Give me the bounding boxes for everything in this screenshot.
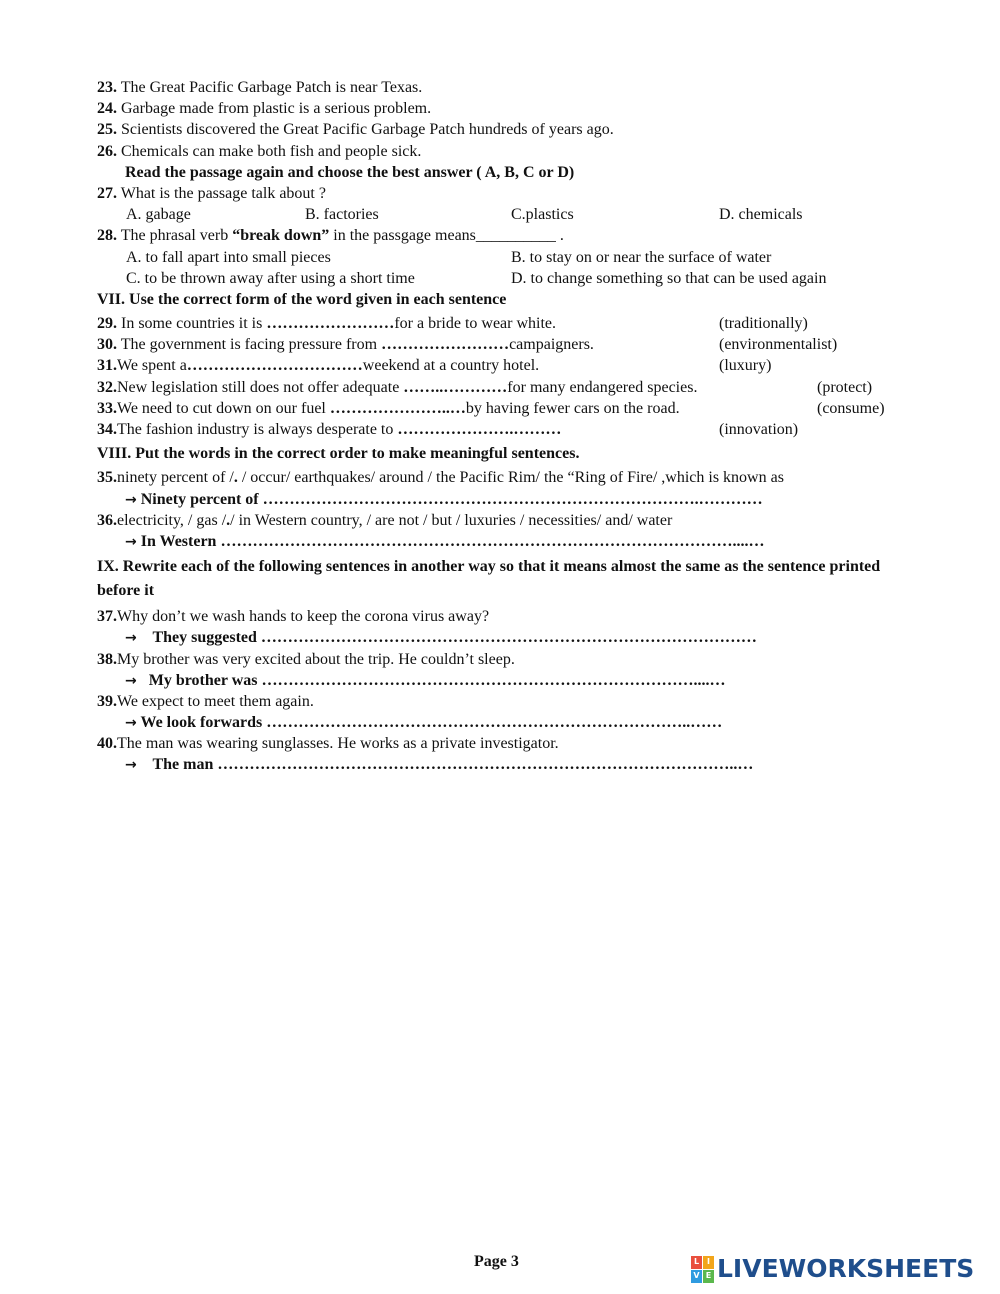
option-b[interactable]: B. factories	[305, 206, 379, 224]
option-c[interactable]: C.plastics	[511, 206, 574, 224]
option-b[interactable]: B. to stay on or near the surface of water	[511, 248, 772, 266]
section-7-heading: VII. Use the correct form of the word given in each sentence	[97, 290, 507, 308]
question-32: 32.New legislation still does not offer adequate ……..…………for many endangered species. (protect)	[97, 377, 977, 398]
question-27: 27. What is the passage talk about ?	[97, 184, 326, 202]
arrow-icon: →	[125, 630, 137, 647]
section-9-heading: IX. Rewrite each of the following sentences in another way so that it means almost the same as the sentence printed before it	[97, 558, 881, 600]
question-25: 25. Scientists discovered the Great Pacific Garbage Patch hundreds of years ago.	[97, 121, 614, 139]
answer-line-40[interactable]: → The man ……………………………………………………………………………………..…	[125, 756, 754, 774]
arrow-icon: →	[125, 491, 137, 508]
answer-blank[interactable]: ………………….………	[397, 421, 562, 438]
option-a[interactable]: A. to fall apart into small pieces	[126, 248, 331, 266]
logo-mark-icon: L I V E	[691, 1256, 714, 1283]
arrow-icon: →	[125, 672, 137, 689]
question-30: 30. The government is facing pressure from ……………………campaigners. (environmentalist)	[97, 334, 977, 355]
logo-text: LIVEWORKSHEETS	[717, 1254, 975, 1284]
question-33: 33.We need to cut down on our fuel …………………..…by having fewer cars on the road. (consume)	[97, 398, 977, 419]
answer-line-35[interactable]: → Ninety percent of ……………………………………………………………………….…………	[125, 490, 763, 508]
question-28-options-row1	[97, 247, 977, 268]
liveworksheets-logo[interactable]	[691, 1254, 974, 1284]
answer-line-39[interactable]: → We look forwards ……………………………………………………………………..……	[125, 714, 723, 732]
word-hint: (luxury)	[719, 357, 772, 375]
word-hint: (protect)	[817, 378, 873, 396]
answer-blank[interactable]: ……………………	[381, 336, 510, 354]
section-8-heading: VIII. Put the words in the correct order to make meaningful sentences.	[97, 445, 580, 463]
word-hint: (environmentalist)	[719, 336, 838, 354]
option-c[interactable]: C. to be thrown away after using a short time	[126, 269, 415, 287]
option-a[interactable]: A. gabage	[126, 206, 191, 224]
answer-blank[interactable]: ……..…………	[403, 378, 508, 396]
page-number: Page 3	[474, 1253, 519, 1270]
option-d[interactable]: D. chemicals	[719, 206, 803, 224]
answer-blank[interactable]: ……………………	[266, 315, 395, 333]
question-34: 34.The fashion industry is always desperate to ………………….……… (innovation)	[97, 419, 977, 440]
option-d[interactable]: D. to change something so that can be used again	[511, 269, 827, 287]
word-hint: (traditionally)	[719, 315, 808, 333]
question-23: 23. The Great Pacific Garbage Patch is near Texas.	[97, 79, 423, 96]
answer-line-38[interactable]: → My brother was ………………………………………………………………………....…	[125, 671, 726, 689]
question-28: 28. The phrasal verb “break down” in the passgage means__________ .	[97, 227, 564, 245]
worksheet	[97, 77, 977, 776]
question-28-options-row2	[97, 268, 977, 289]
question-29: 29. In some countries it is ……………………for a bride to wear white. (traditionally)	[97, 313, 977, 334]
answer-line-36[interactable]: → In Western ……………………………………………………………………………………....…	[125, 532, 765, 550]
answer-blank[interactable]: ……………………………	[186, 357, 363, 375]
question-26: 26. Chemicals can make both fish and people sick.	[97, 142, 422, 160]
read-heading: Read the passage again and choose the best answer ( A, B, C or D)	[125, 163, 575, 181]
question-40: 40.The man was wearing sunglasses. He works as a private investigator.	[97, 735, 559, 753]
question-24: 24. Garbage made from plastic is a serious problem.	[97, 100, 432, 118]
arrow-icon: →	[125, 715, 137, 732]
question-37: 37.Why don’t we wash hands to keep the corona virus away?	[97, 608, 490, 626]
question-39: 39.We expect to meet them again.	[97, 692, 314, 710]
arrow-icon: →	[125, 757, 137, 774]
word-hint: (consume)	[817, 399, 885, 417]
question-27-options	[97, 204, 977, 225]
question-31: 31.We spent a……………………………weekend at a country hotel. (luxury)	[97, 355, 977, 376]
answer-blank[interactable]: …………………..…	[329, 399, 466, 417]
word-hint: (innovation)	[719, 421, 799, 438]
question-36: 36.electricity, / gas /./ in Western country, / are not / but / luxuries / necessities/ and/ water	[97, 511, 673, 529]
question-35: 35.ninety percent of /. / occur/ earthquakes/ around / the Pacific Rim/ the “Ring of Fire/ ,which is known as	[97, 469, 784, 487]
answer-line-37[interactable]: → They suggested …………………………………………………………………………………	[125, 629, 757, 647]
question-38: 38.My brother was very excited about the trip. He couldn’t sleep.	[97, 650, 515, 668]
arrow-icon: →	[125, 533, 137, 550]
